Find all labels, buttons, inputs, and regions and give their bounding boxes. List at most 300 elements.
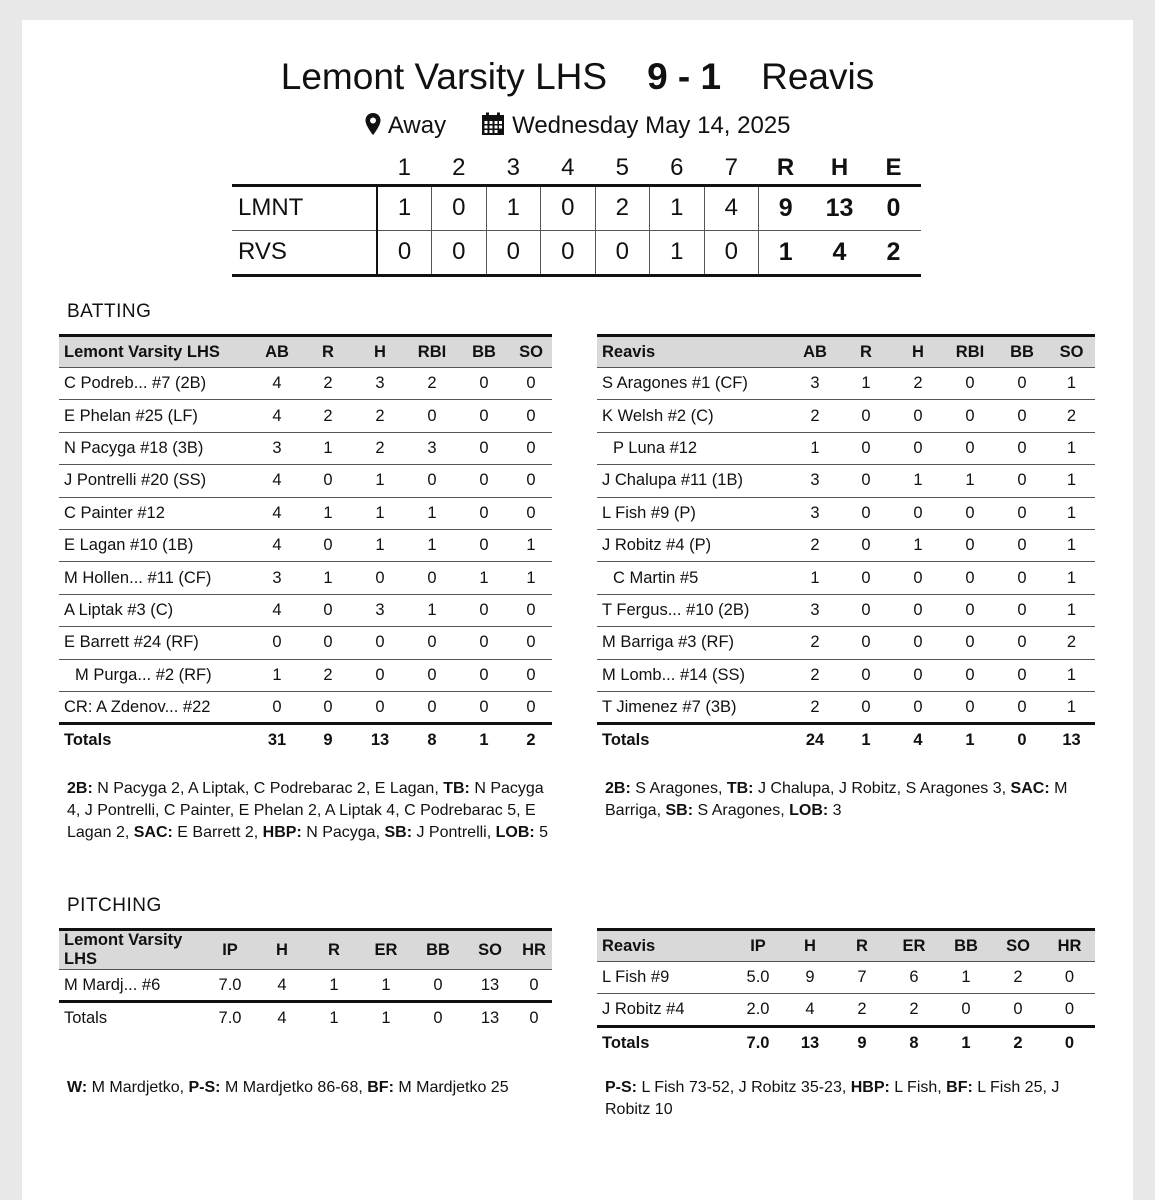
stat-value: 0	[354, 659, 406, 691]
stat-value: 0	[892, 594, 944, 626]
home-pitching-table	[59, 928, 552, 1034]
stat-value: 0	[458, 659, 510, 691]
stat-value: 3	[252, 432, 302, 464]
stat-value: 0	[412, 970, 464, 1002]
stat-value: 0	[510, 465, 552, 497]
total-value: 2	[992, 1026, 1044, 1058]
away-pitching-notes	[605, 1077, 1095, 1121]
stat-value: 1	[892, 465, 944, 497]
stat-value: 0	[510, 659, 552, 691]
team-abbrev: LMNT	[232, 185, 377, 230]
inning-header: 4	[561, 154, 575, 182]
stat-value: 0	[510, 497, 552, 529]
player-name: M Barriga #3 (RF)	[597, 627, 790, 659]
player-row	[59, 691, 552, 723]
stat-value: 0	[458, 497, 510, 529]
totals-row	[59, 724, 552, 756]
total-value: 7.0	[204, 1002, 256, 1034]
note-key: SAC:	[133, 824, 173, 841]
total-value: 8	[888, 1026, 940, 1058]
stat-column-header: R	[836, 930, 888, 962]
stat-value: 1	[354, 465, 406, 497]
player-name: L Fish #9 (P)	[597, 497, 790, 529]
stat-value: 0	[996, 659, 1048, 691]
stat-value: 0	[840, 562, 892, 594]
stat-value: 2	[302, 368, 354, 400]
stat-value: 0	[406, 562, 458, 594]
stat-value: 0	[354, 627, 406, 659]
stat-value: 7	[836, 962, 888, 994]
note-value: M Mardjetko 86-68,	[220, 1079, 368, 1096]
player-row	[59, 627, 552, 659]
inning-runs: 1	[650, 230, 705, 275]
note-value: 5	[534, 824, 549, 841]
player-name: M Purga... #2 (RF)	[59, 659, 252, 691]
runs-header: R	[776, 154, 795, 182]
stat-value: 0	[302, 691, 354, 723]
location-text: Away	[387, 112, 447, 139]
stat-value: 4	[252, 465, 302, 497]
stat-value: 0	[892, 627, 944, 659]
stat-value: 1	[308, 970, 360, 1002]
stat-value: 1	[1048, 432, 1095, 464]
total-value: 1	[940, 1026, 992, 1058]
stat-value: 1	[940, 962, 992, 994]
away-batting-notes	[605, 778, 1105, 822]
home-pitching-notes	[67, 1077, 527, 1099]
line-score-row	[232, 230, 921, 275]
player-name: E Phelan #25 (LF)	[59, 400, 252, 432]
stat-column-header: R	[302, 336, 354, 368]
stat-value: 0	[996, 627, 1048, 659]
away-team-name: Reavis	[761, 56, 875, 97]
stat-value: 2	[302, 400, 354, 432]
stat-value: 0	[840, 400, 892, 432]
player-name: C Podreb... #7 (2B)	[59, 368, 252, 400]
player-row	[597, 994, 1095, 1026]
stat-column-header: ER	[360, 930, 412, 970]
player-row	[59, 659, 552, 691]
stat-value: 1	[302, 562, 354, 594]
game-date: Wednesday May 14, 2025	[512, 112, 791, 139]
total-value: 1	[308, 1002, 360, 1034]
stat-value: 0	[406, 691, 458, 723]
total-value: 1	[360, 1002, 412, 1034]
stat-column-header: BB	[412, 930, 464, 970]
stat-value: 1	[458, 562, 510, 594]
scorebook-page	[22, 20, 1133, 1200]
stat-value: 0	[458, 691, 510, 723]
stat-value: 0	[944, 368, 996, 400]
stat-value: 0	[892, 497, 944, 529]
stat-column-header: IP	[204, 930, 256, 970]
stat-value: 2	[406, 368, 458, 400]
stat-value: 3	[790, 497, 840, 529]
stat-value: 2	[302, 659, 354, 691]
stat-value: 2	[790, 627, 840, 659]
inning-runs: 1	[486, 185, 541, 230]
player-row	[597, 562, 1095, 594]
player-name: J Robitz #4 (P)	[597, 529, 790, 561]
stat-column-header: RBI	[406, 336, 458, 368]
player-name: L Fish #9	[597, 962, 732, 994]
stat-value: 0	[510, 594, 552, 626]
player-name: A Liptak #3 (C)	[59, 594, 252, 626]
stat-value: 0	[302, 627, 354, 659]
stat-value: 1	[406, 594, 458, 626]
team-column-header: Lemont Varsity LHS	[59, 930, 204, 970]
note-key: TB:	[726, 780, 754, 797]
stat-value: 0	[458, 400, 510, 432]
player-row	[597, 400, 1095, 432]
totals-row	[59, 1002, 552, 1034]
stat-value: 3	[406, 432, 458, 464]
total-value: 0	[412, 1002, 464, 1034]
stat-value: 1	[1048, 659, 1095, 691]
inning-header: 2	[452, 154, 466, 182]
total-value: 9	[302, 724, 354, 756]
team-column-header: Reavis	[597, 336, 790, 368]
stat-value: 3	[790, 465, 840, 497]
stat-value: 4	[252, 594, 302, 626]
inning-runs: 4	[704, 185, 759, 230]
calendar-icon	[481, 112, 505, 136]
total-value: 9	[836, 1026, 888, 1058]
stat-value: 4	[784, 994, 836, 1026]
stat-value: 0	[252, 691, 302, 723]
stat-value: 0	[406, 627, 458, 659]
stat-value: 6	[888, 962, 940, 994]
location-pin-icon	[364, 112, 382, 136]
player-row	[59, 497, 552, 529]
stat-value: 1	[1048, 497, 1095, 529]
note-key: BF:	[946, 1079, 973, 1096]
stat-value: 4	[252, 497, 302, 529]
stat-value: 1	[790, 432, 840, 464]
stat-value: 3	[790, 594, 840, 626]
inning-runs: 0	[704, 230, 759, 275]
inning-header: 1	[397, 154, 411, 182]
total-value: 13	[784, 1026, 836, 1058]
stat-value: 1	[510, 529, 552, 561]
inning-header: 6	[670, 154, 684, 182]
stat-column-header: BB	[458, 336, 510, 368]
stat-value: 0	[892, 432, 944, 464]
stat-value: 0	[354, 691, 406, 723]
note-key: 2B:	[605, 780, 631, 797]
player-row	[59, 562, 552, 594]
stat-value: 0	[944, 400, 996, 432]
player-name: C Martin #5	[597, 562, 790, 594]
stat-column-header: R	[308, 930, 360, 970]
player-name: CR: A Zdenov... #22	[59, 691, 252, 723]
stat-value: 0	[840, 594, 892, 626]
note-value: L Fish,	[889, 1079, 947, 1096]
player-name: C Painter #12	[59, 497, 252, 529]
stat-column-header: R	[840, 336, 892, 368]
stat-value: 0	[996, 400, 1048, 432]
stat-value: 2	[354, 400, 406, 432]
inning-runs: 2	[595, 185, 650, 230]
player-row	[597, 465, 1095, 497]
inning-runs: 0	[432, 185, 487, 230]
inning-header: 3	[506, 154, 520, 182]
stat-value: 0	[510, 432, 552, 464]
stat-value: 2	[892, 368, 944, 400]
home-team-name: Lemont Varsity LHS	[280, 56, 608, 97]
total-value: 1	[458, 724, 510, 756]
note-value: S Aragones,	[630, 780, 727, 797]
stat-value: 0	[892, 562, 944, 594]
total-value: 8	[406, 724, 458, 756]
inning-runs: 0	[541, 230, 596, 275]
stat-value: 2	[888, 994, 940, 1026]
total-errors: 2	[867, 230, 921, 275]
stat-value: 0	[944, 594, 996, 626]
total-value: 31	[252, 724, 302, 756]
stat-value: 4	[252, 400, 302, 432]
totals-label: Totals	[597, 724, 790, 756]
stat-value: 1	[406, 497, 458, 529]
stat-value: 0	[944, 627, 996, 659]
away-batting-table	[597, 334, 1095, 756]
stat-value: 0	[458, 627, 510, 659]
stat-value: 0	[458, 465, 510, 497]
stat-value: 1	[406, 529, 458, 561]
player-name: M Mardj... #6	[59, 970, 204, 1002]
stat-value: 0	[510, 627, 552, 659]
stat-value: 0	[840, 659, 892, 691]
total-value: 24	[790, 724, 840, 756]
stat-column-header: RBI	[944, 336, 996, 368]
note-key: SB:	[384, 824, 413, 841]
stat-value: 2	[1048, 627, 1095, 659]
stat-value: 0	[996, 497, 1048, 529]
stat-value: 0	[510, 691, 552, 723]
stat-value: 0	[996, 465, 1048, 497]
stat-value: 0	[302, 529, 354, 561]
stat-value: 3	[354, 368, 406, 400]
stat-value: 0	[406, 465, 458, 497]
stat-column-header: IP	[732, 930, 784, 962]
player-name: P Luna #12	[597, 432, 790, 464]
note-key: W:	[67, 1079, 88, 1096]
player-row	[597, 432, 1095, 464]
player-row	[59, 529, 552, 561]
stat-value: 3	[354, 594, 406, 626]
total-runs: 9	[759, 185, 813, 230]
player-name: J Chalupa #11 (1B)	[597, 465, 790, 497]
note-key: 2B:	[67, 780, 93, 797]
note-key: LOB:	[495, 824, 535, 841]
hits-header: H	[830, 154, 849, 182]
note-value: J Pontrelli,	[412, 824, 496, 841]
stat-value: 2.0	[732, 994, 784, 1026]
stat-value: 0	[944, 691, 996, 723]
stat-column-header: H	[354, 336, 406, 368]
player-row	[597, 368, 1095, 400]
inning-header: 7	[724, 154, 738, 182]
player-row	[597, 962, 1095, 994]
game-info	[22, 112, 1133, 140]
line-score-row	[232, 185, 921, 230]
stat-value: 1	[1048, 368, 1095, 400]
stat-value: 0	[1044, 994, 1095, 1026]
team-column-header: Reavis	[597, 930, 732, 962]
stat-value: 0	[516, 970, 552, 1002]
home-batting-notes	[67, 778, 557, 844]
stat-value: 0	[892, 400, 944, 432]
note-key: P-S:	[605, 1079, 637, 1096]
total-runs: 1	[759, 230, 813, 275]
note-key: SAC:	[1010, 780, 1050, 797]
player-row	[597, 529, 1095, 561]
player-row	[59, 400, 552, 432]
pitching-section-label: PITCHING	[67, 895, 162, 916]
note-value: S Aragones,	[693, 802, 790, 819]
stat-value: 5.0	[732, 962, 784, 994]
stat-value: 0	[996, 594, 1048, 626]
stat-value: 9	[784, 962, 836, 994]
stat-value: 0	[302, 594, 354, 626]
note-key: HBP:	[850, 1079, 890, 1096]
stat-value: 0	[406, 659, 458, 691]
stat-value: 0	[302, 465, 354, 497]
note-value: M Mardjetko 25	[393, 1079, 509, 1096]
stat-value: 1	[354, 529, 406, 561]
stat-value: 0	[840, 691, 892, 723]
total-value: 4	[256, 1002, 308, 1034]
note-value: J Chalupa, J Robitz, S Aragones 3,	[753, 780, 1011, 797]
stat-value: 0	[458, 529, 510, 561]
inning-runs: 0	[595, 230, 650, 275]
stat-value: 0	[996, 529, 1048, 561]
player-row	[59, 970, 552, 1002]
stat-value: 1	[510, 562, 552, 594]
note-key: LOB:	[789, 802, 829, 819]
stat-value: 0	[944, 659, 996, 691]
player-name: J Robitz #4	[597, 994, 732, 1026]
stat-value: 0	[840, 497, 892, 529]
total-value: 1	[840, 724, 892, 756]
stat-value: 1	[1048, 562, 1095, 594]
stat-column-header: AB	[252, 336, 302, 368]
errors-header: E	[885, 154, 902, 182]
stat-value: 2	[790, 659, 840, 691]
stat-value: 0	[996, 562, 1048, 594]
stat-value: 0	[458, 432, 510, 464]
stat-value: 0	[996, 368, 1048, 400]
totals-row	[597, 724, 1095, 756]
note-key: P-S:	[188, 1079, 221, 1096]
note-value: L Fish 73-52, J Robitz 35-23,	[637, 1079, 851, 1096]
stat-value: 4	[252, 368, 302, 400]
total-errors: 0	[867, 185, 921, 230]
line-score-table	[232, 153, 921, 277]
inning-runs: 0	[377, 230, 432, 275]
player-row	[59, 594, 552, 626]
note-value: N Pacyga,	[301, 824, 385, 841]
totals-row	[597, 1026, 1095, 1058]
note-value: 3	[828, 802, 842, 819]
stat-value: 0	[840, 432, 892, 464]
note-value: N Pacyga 4, J Pontrelli, C Painter, E Phelan 2, A Liptak 4, C Podrebarac 5, E Lagan 2,	[67, 780, 549, 841]
player-name: E Lagan #10 (1B)	[59, 529, 252, 561]
stat-value: 1	[354, 497, 406, 529]
stat-value: 0	[458, 594, 510, 626]
stat-value: 1	[1048, 529, 1095, 561]
final-score: 9 - 1	[647, 56, 722, 97]
stat-column-header: BB	[940, 930, 992, 962]
stat-value: 0	[940, 994, 992, 1026]
stat-value: 1	[1048, 465, 1095, 497]
stat-value: 0	[1044, 962, 1095, 994]
inning-header: 5	[615, 154, 629, 182]
stat-value: 1	[944, 465, 996, 497]
note-value: E Barrett 2,	[172, 824, 263, 841]
stat-column-header: H	[256, 930, 308, 970]
total-value: 0	[996, 724, 1048, 756]
stat-value: 0	[996, 691, 1048, 723]
player-row	[597, 497, 1095, 529]
stat-value: 4	[256, 970, 308, 1002]
stat-value: 2	[1048, 400, 1095, 432]
stat-column-header: HR	[516, 930, 552, 970]
player-name: M Hollen... #11 (CF)	[59, 562, 252, 594]
stat-value: 0	[510, 368, 552, 400]
stat-value: 0	[840, 627, 892, 659]
player-name: E Barrett #24 (RF)	[59, 627, 252, 659]
stat-value: 0	[840, 529, 892, 561]
player-row	[597, 691, 1095, 723]
stat-value: 7.0	[204, 970, 256, 1002]
total-value: 0	[516, 1002, 552, 1034]
stat-value: 0	[992, 994, 1044, 1026]
stat-column-header: SO	[510, 336, 552, 368]
player-row	[59, 368, 552, 400]
stat-value: 2	[354, 432, 406, 464]
stat-value: 1	[1048, 594, 1095, 626]
note-key: TB:	[443, 780, 470, 797]
stat-value: 0	[840, 465, 892, 497]
stat-value: 13	[464, 970, 516, 1002]
team-abbrev: RVS	[232, 230, 377, 275]
stat-value: 1	[302, 432, 354, 464]
player-name: K Welsh #2 (C)	[597, 400, 790, 432]
player-name: T Jimenez #7 (3B)	[597, 691, 790, 723]
game-title	[22, 56, 1133, 98]
player-row	[59, 465, 552, 497]
inning-runs: 0	[541, 185, 596, 230]
total-value: 2	[510, 724, 552, 756]
stat-value: 1	[840, 368, 892, 400]
stat-value: 1	[892, 529, 944, 561]
stat-value: 2	[836, 994, 888, 1026]
stat-column-header: BB	[996, 336, 1048, 368]
stat-value: 0	[996, 432, 1048, 464]
inning-runs: 1	[650, 185, 705, 230]
player-name: S Aragones #1 (CF)	[597, 368, 790, 400]
stat-column-header: H	[784, 930, 836, 962]
stat-value: 0	[892, 691, 944, 723]
total-value: 13	[354, 724, 406, 756]
stat-column-header: SO	[1048, 336, 1095, 368]
total-value: 7.0	[732, 1026, 784, 1058]
player-row	[597, 627, 1095, 659]
player-row	[59, 432, 552, 464]
stat-value: 1	[1048, 691, 1095, 723]
inning-runs: 0	[486, 230, 541, 275]
